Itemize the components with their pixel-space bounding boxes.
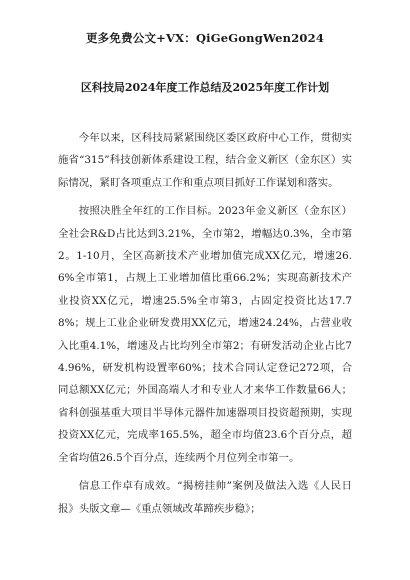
- paragraph-information-work: 信息工作卓有成效。“揭榜挂帅”案例及做法入选《人民日报》头版文章—《重点领域改革蹄疾步稳》；: [58, 480, 352, 515]
- promo-header: 更多免费公文+VX：QiGeGongWen2024: [85, 31, 325, 45]
- paragraph-achievements: 按照决胜全年红的工作目标。2023年金义新区（金东区）全社会R&D占比达到3.21%，全市第2，增幅达0.3%，全市第2。1-10月，全区高新技术产业增加值完成XX亿元，增速26.6%全市第1，占规上工业增加值比重66.2%；实现高新技术产业投资XX亿元，增速25.5%全市第3，占固定投资比达17.78%；规上工业企业研发费用XX亿元，增速24.24%，占营业收入比重4.1%，增速及占比均列全市第2；有研发活动企业占比74.96%，研发机构设置率60%；技术合同认定登记272项，合同总额XX亿元；外国高端人才和专业人才来华工作数量66人；省科创强基重大项目半导体元器件加速器项目投资超预期，实现投资XX亿元，完成率165.5%，超全市均值23.6个百分点，超全省均值26.5个百分点，连续两个月位列全市第一。: [58, 205, 352, 464]
- document-title: 区科技局2024年度工作总结及2025年度工作计划: [80, 81, 330, 94]
- paragraph-intro: 今年以来，区科技局紧紧围绕区委区政府中心工作，贯彻实施省“315”科技创新体系建设工程，结合金义新区（金东区）实际情况，紧盯各项重点工作和重点项目抓好工作谋划和落实。: [58, 132, 352, 189]
